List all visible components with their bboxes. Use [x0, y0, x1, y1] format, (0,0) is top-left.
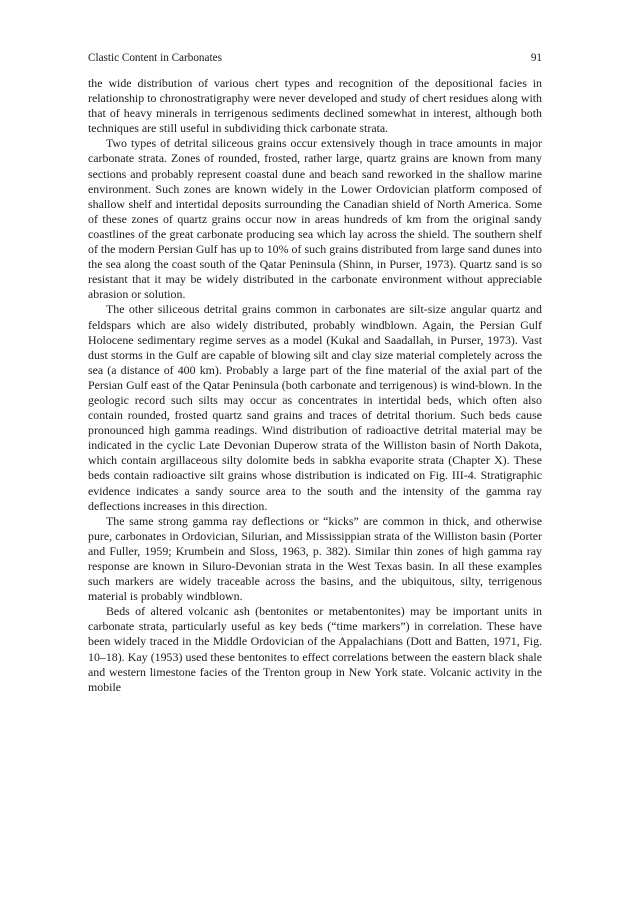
running-head [88, 52, 542, 68]
paragraph-continued: the wide distribution of various chert types and recognition of the depositional facies in relationship to chronostratigraphy were never developed and study of chert residues along with that of heavy minerals in terrigenous sediments declined somewhat in interest, although both techniques are still useful in subdividing thick carbonate strata. [88, 76, 542, 136]
page-number: 91 [530, 52, 542, 64]
paragraph-gamma-ray-kicks: The same strong gamma ray deflections or “kicks” are common in thick, and otherwise pure, carbonates in Ordovician, Silurian, and Mississippian strata of the Williston basin (Porter and Fuller, 1959; Krumbein and Sloss, 1963, p. 382). Similar thin zones of high gamma ray response are known in Siluro-Devonian strata in the West Texas basin. In all these examples such markers are widely traceable across the basins, and the ubiquitous, silty, terrigenous material is probably windblown. [88, 513, 542, 604]
paragraph-detrital-siliceous-grains: Two types of detrital siliceous grains occur extensively though in trace amounts in major carbonate strata. Zones of rounded, frosted, rather large, quartz grains are known from many sections and probably represent coastal dune and beach sand reworked in the shallow marine environment. Such zones are known widely in the Lower Ordovician platform composed of shallow shelf and intertidal deposits surrounding the Canadian shield of North America. Some of these zones of quartz grains occur now in areas hundreds of km from the original sandy coastlines of the great carbonate producing sea which lay across the shield. The southern shelf of the modern Persian Gulf has up to 10% of such grains distributed from large sand dunes into the sea along the coast south of the Qatar Peninsula (Shinn, in Purser, 1973). Quartz sand is so resistant that it may be widely distributed in the carbonate environment without appreciable abrasion or solution. [88, 136, 542, 302]
book-page [88, 52, 542, 695]
paragraph-volcanic-ash: Beds of altered volcanic ash (bentonites or metabentonites) may be important units in carbonate strata, particularly useful as key beds (“time markers”) in correlation. These have been widely traced in the Middle Ordovician of the Appalachians (Dott and Batten, 1971, Fig. 10–18). Kay (1953) used these bentonites to effect correlations between the eastern black shale and western limestone facies of the Trenton group in New York state. Volcanic activity in the mobile [88, 604, 542, 694]
body-text [88, 76, 542, 695]
running-title: Clastic Content in Carbonates [88, 52, 222, 64]
paragraph-windblown-silt: The other siliceous detrital grains common in carbonates are silt-size angular quartz and feldspars which are also widely distributed, probably windblown. Again, the Persian Gulf Holocene sedimentary regime serves as a model (Kukal and Saadallah, in Purser, 1973). Vast dust storms in the Gulf are capable of blowing silt and clay size material completely across the sea (a distance of 400 km). Probably a large part of the fine material of the axial part of the Persian Gulf east of the Qatar Peninsula (both carbonate and terrigenous) is wind-blown. In the geologic record such silts may occur as concentrates in intertidal beds, which often also contain rounded, frosted quartz sand grains and traces of detrital thorium. Such beds cause pronounced high gamma readings. Wind distribution of radioactive detrital material may be indicated in the cyclic Late Devonian Duperow strata of the Williston basin of North Dakota, which contain argillaceous silty dolomite beds in sabkha evaporite strata (Chapter X). These beds contain radioactive silt grains whose distribution is indicated on Fig. III-4. Stratigraphic evidence indicates a sandy source area to the south and the intensity of the gamma ray deflections increases in this direction. [88, 302, 542, 513]
